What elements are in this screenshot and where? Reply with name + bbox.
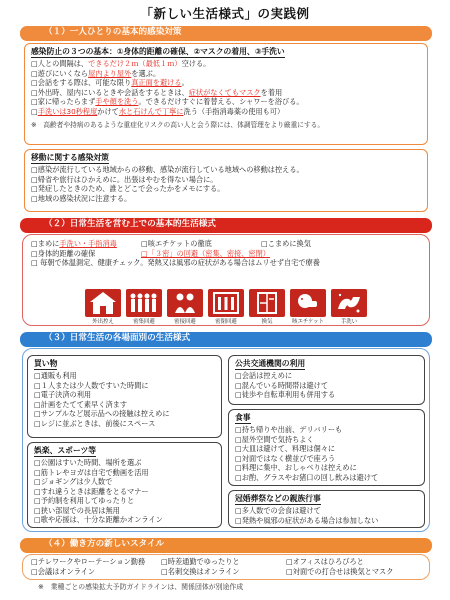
list-item: □混んでいる時間帯は避けて bbox=[235, 380, 329, 390]
list-item: □大皿は避けて、料理は個々に bbox=[235, 444, 336, 454]
list-item: □会議はオンライン bbox=[31, 566, 96, 576]
crowd-icon bbox=[126, 289, 162, 317]
list-item: □人との間隔は、できるだけ２ｍ（最低１ｍ）空ける。 bbox=[31, 59, 211, 69]
list-item: □狭い部屋での長居は無用 bbox=[34, 505, 120, 515]
list-item: □１人または少人数ですいた時間に bbox=[34, 380, 149, 390]
section-4-box bbox=[22, 554, 430, 580]
list-item: □遊びにいくなら屋内より屋外を選ぶ。 bbox=[31, 68, 161, 78]
list-item: □家に帰ったらまず手や顔を洗う。できるだけすぐに着替える、シャワーを浴びる。 bbox=[31, 97, 304, 107]
list-item: □オフィスはひろびろと bbox=[286, 557, 364, 566]
list-item: □お酌、グラスやお猪口の回し飲みは避けて bbox=[235, 472, 379, 482]
closed-space-icon bbox=[208, 289, 244, 317]
section-1-header: （１）一人ひとりの基本的感染対策 bbox=[20, 26, 432, 41]
pictogram-row bbox=[83, 289, 370, 326]
section-3-header: （３）日常生活の各場面別の生活様式 bbox=[20, 332, 432, 347]
list-item: □テレワークやローテーション勤務 bbox=[31, 557, 146, 566]
pict-avoid-contact: 密接回避 bbox=[165, 289, 205, 326]
list-item: □通販も利用 bbox=[34, 371, 77, 381]
list-item: □レジに並ぶときは、前後にスペース bbox=[34, 418, 156, 428]
list-item: □身体的距離の確保 bbox=[31, 248, 96, 258]
list-item: □電子決済の利用 bbox=[34, 390, 92, 400]
hand-wash-icon bbox=[331, 289, 367, 317]
list-item: □対面での打合せは換気とマスク bbox=[286, 566, 394, 576]
page-title: 「新しい生活様式」の実践例 bbox=[140, 6, 310, 21]
list-item: □発症したときのため、誰とどこで会ったかをメモにする。 bbox=[31, 184, 225, 194]
three-c-item: □「３密」の回避（密集、密接、密閉） bbox=[141, 248, 270, 258]
list-item: □こまめに換気 bbox=[261, 239, 311, 248]
pict-hand-washing: 手洗い bbox=[329, 289, 369, 326]
section-2-header: （２）日常生活を営む上での基本的生活様式 bbox=[20, 218, 432, 233]
list-item: □多人数での会食は避けて bbox=[235, 506, 321, 516]
basic-infection-title: 感染防止の３つの基本：①身体的距離の確保、②マスクの着用、③手洗い bbox=[31, 47, 285, 58]
list-item: □持ち帰りや出前、デリバリーも bbox=[235, 425, 343, 435]
list-item: □手洗いは30秒程度かけて水と石けんで丁寧に洗う（手指消毒薬の使用も可） bbox=[31, 106, 285, 116]
transit-box bbox=[228, 355, 425, 405]
list-item: □帰省や旅行はひかえめに。出張はやむを得ない場合に。 bbox=[31, 174, 218, 184]
shopping-box bbox=[27, 355, 222, 438]
list-item: □外出時、屋内にいるときや会話をするときは、症状がなくてもマスクを着用 bbox=[31, 87, 283, 97]
transit-title: 公共交通機関の利用 bbox=[235, 359, 305, 370]
close-contact-icon bbox=[167, 289, 203, 317]
ceremony-box bbox=[228, 490, 425, 528]
list-item: □名刺交換はオンライン bbox=[161, 566, 240, 576]
list-item: □ジョギングは少人数で bbox=[34, 477, 113, 487]
list-item: □料理に集中、おしゃべりは控えめに bbox=[235, 463, 357, 473]
leisure-title: 娯楽、スポーツ等 bbox=[34, 446, 96, 457]
cough-icon bbox=[290, 289, 326, 317]
list-item: □屋外空間で気持ちよく bbox=[235, 434, 314, 444]
shopping-title: 買い物 bbox=[34, 359, 57, 370]
pict-cough-etiquette: 咳エチケット bbox=[288, 289, 328, 326]
movement-title: 移動に関する感染対策 bbox=[31, 153, 109, 164]
pict-stay-home: 外出控え bbox=[83, 289, 123, 326]
work-row-2 bbox=[31, 567, 403, 577]
window-icon bbox=[249, 289, 285, 317]
list-item: □対面ではなく横並びで座ろう bbox=[235, 453, 336, 463]
basic-row-2 bbox=[31, 249, 423, 259]
ceremony-title: 冠婚葬祭などの親族行事 bbox=[235, 494, 321, 505]
list-item: □計画をたてて素早く済ます bbox=[34, 399, 128, 409]
list-item: □サンプルなど展示品への接触は控えめに bbox=[34, 409, 170, 419]
pict-ventilation: 換気 bbox=[247, 289, 287, 326]
list-item: □ 毎朝で体温測定、健康チェック。発熱又は風邪の症状がある場合はムリせず自宅で療養 bbox=[31, 258, 320, 267]
basic-row-1 bbox=[31, 239, 423, 249]
list-item: □公園はすいた時間、場所を選ぶ bbox=[34, 458, 142, 468]
house-icon bbox=[85, 289, 121, 317]
list-item: □まめに手洗い・手指消毒 bbox=[31, 239, 117, 248]
list-item: □発熱や風邪の症状がある場合は参加しない bbox=[235, 515, 379, 525]
list-item: □咳エチケットの徹底 bbox=[141, 239, 212, 248]
pict-avoid-closed: 密閉回避 bbox=[206, 289, 246, 326]
work-row-1 bbox=[31, 557, 403, 567]
list-item: □すれ違うときは距離をとるマナー bbox=[34, 486, 149, 496]
list-item: □会話をする際は、可能な限り真正面を避ける。 bbox=[31, 78, 189, 88]
dining-title: 食事 bbox=[235, 413, 251, 424]
list-item: □筋トレやヨガは自宅で動画を活用 bbox=[34, 467, 149, 477]
list-item: □歌や応援は、十分な距離かオンライン bbox=[34, 515, 163, 525]
movement-box bbox=[24, 149, 428, 212]
basic-infection-box bbox=[24, 43, 428, 145]
list-item: □徒歩や自転車利用も併用する bbox=[235, 390, 336, 400]
dining-box bbox=[228, 409, 425, 486]
list-item: □会話は控えめに bbox=[235, 371, 293, 381]
leisure-box bbox=[27, 442, 222, 528]
list-item: □時差通勤でゆったりと bbox=[161, 557, 240, 566]
section-4-header: （４）働き方の新しいスタイル bbox=[20, 538, 432, 553]
list-item: □地域の感染状況に注意する。 bbox=[31, 193, 132, 203]
list-item: □予約制を利用してゆったりと bbox=[34, 496, 135, 506]
list-item: □感染が流行している地域からの移動、感染が流行している地域への移動は控える。 bbox=[31, 165, 304, 175]
footer-note: ※ 業種ごとの感染拡大予防ガイドラインは、関係団体が別途作成 bbox=[38, 583, 244, 591]
pict-avoid-crowds: 密集回避 bbox=[124, 289, 164, 326]
high-risk-note: ※ 高齢者や持病のあるような重症化リスクの高い人と会う際には、体調管理をより厳重にする。 bbox=[31, 121, 325, 130]
